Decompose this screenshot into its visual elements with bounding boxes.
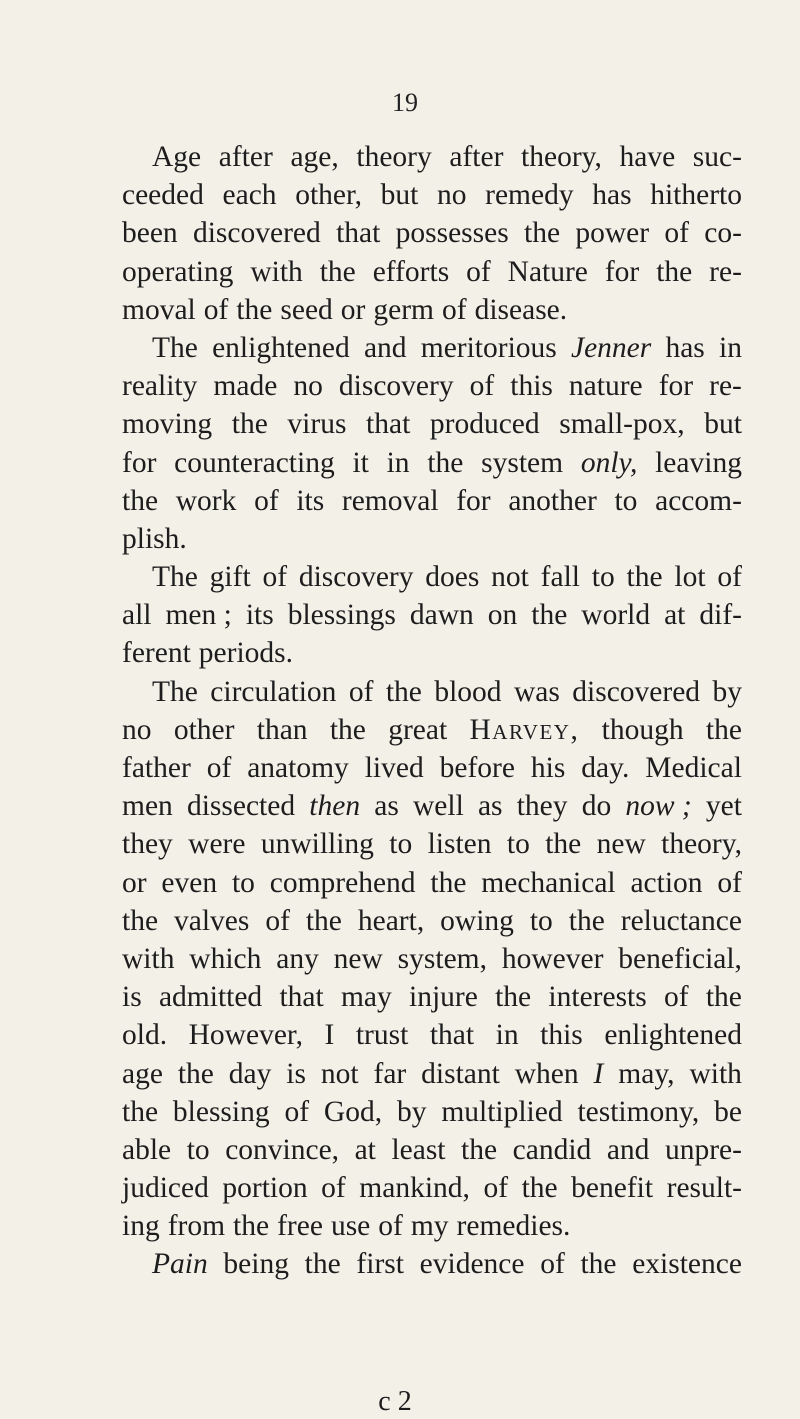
word: new	[333, 942, 383, 975]
word: testimony,	[577, 1095, 700, 1128]
word: no	[122, 713, 152, 746]
word: seed	[280, 293, 333, 326]
word: leaving	[655, 446, 742, 479]
word: theory,	[521, 141, 602, 173]
text-line	[122, 405, 742, 443]
word: old.	[122, 1019, 168, 1052]
word: The	[152, 331, 198, 364]
word: re-	[709, 370, 742, 403]
word: germ	[373, 293, 434, 326]
word: fall	[540, 561, 580, 594]
word: I	[593, 1057, 604, 1090]
word: far	[373, 1057, 407, 1090]
word: day.	[581, 752, 630, 784]
word: in	[719, 331, 742, 364]
word: use	[330, 1210, 371, 1243]
word: age	[122, 1057, 163, 1090]
word: lived	[364, 752, 424, 784]
word: after	[449, 141, 504, 173]
word: well	[413, 790, 464, 823]
word: any	[276, 942, 319, 975]
word: of	[717, 561, 742, 594]
word: system,	[397, 942, 487, 975]
word: with	[250, 255, 303, 288]
word: men ;	[165, 599, 232, 632]
word: in	[386, 446, 410, 479]
word: evidence	[419, 1248, 525, 1281]
word: to	[529, 904, 553, 937]
word: that	[429, 1019, 475, 1052]
word: with	[689, 1057, 742, 1090]
word: convince,	[225, 1133, 340, 1166]
word: each	[222, 179, 277, 212]
word: of	[664, 981, 689, 1014]
word: free	[277, 1210, 323, 1243]
word: the	[705, 981, 742, 1014]
word: anatomy	[247, 752, 349, 784]
word: were	[188, 828, 246, 861]
word: with	[122, 942, 175, 975]
word: possesses	[395, 217, 509, 250]
word: I	[324, 1019, 335, 1052]
word: Jenner	[570, 331, 652, 364]
word: benefit	[571, 1172, 654, 1205]
word: of	[206, 752, 232, 784]
word: accom-	[655, 484, 742, 517]
word: after	[218, 141, 273, 173]
word: the	[531, 599, 568, 632]
word: no	[293, 370, 323, 403]
word: other,	[295, 179, 362, 212]
text-line	[122, 1169, 742, 1207]
word: gift	[209, 561, 251, 594]
text-line	[122, 558, 742, 596]
text-line	[122, 825, 742, 863]
word: the	[705, 713, 742, 746]
word: for	[456, 484, 491, 517]
word: in	[495, 1019, 519, 1052]
text-line	[122, 1207, 742, 1245]
word: of	[469, 370, 495, 403]
word: power	[575, 217, 650, 250]
text-line	[122, 1093, 742, 1131]
word: the	[304, 1248, 341, 1281]
word: has	[665, 331, 705, 364]
word: age,	[290, 141, 339, 173]
word: moval	[122, 293, 196, 326]
word: of	[466, 255, 491, 288]
word: that	[336, 217, 381, 250]
word: theory	[356, 141, 432, 173]
word: comprehend	[269, 866, 416, 899]
word: result-	[666, 1172, 742, 1205]
word: of	[284, 1095, 310, 1128]
word: even	[161, 866, 218, 899]
word: valves	[174, 904, 250, 937]
word: father	[122, 752, 191, 784]
word: The	[152, 561, 198, 594]
word: do	[581, 790, 612, 823]
word: periods.	[198, 637, 293, 670]
word: The	[152, 675, 198, 708]
word: it	[352, 446, 369, 479]
word: work	[175, 484, 237, 517]
word: no	[436, 179, 467, 212]
word: Medical	[645, 752, 742, 784]
word: its	[296, 484, 325, 517]
word: beneficial,	[618, 942, 742, 975]
word: circulation	[210, 675, 337, 708]
text-line	[122, 444, 742, 482]
word: the	[580, 1248, 617, 1281]
word: this	[510, 370, 553, 403]
word: for	[122, 446, 157, 479]
word: is	[286, 1057, 306, 1090]
word: Age	[152, 141, 202, 173]
word: However,	[188, 1019, 303, 1052]
word: on	[487, 599, 518, 632]
text-line	[122, 787, 742, 825]
word: the	[319, 255, 356, 288]
word: to	[591, 561, 615, 594]
word: mechanical	[481, 866, 616, 899]
word: men	[122, 790, 173, 823]
word: for	[658, 370, 694, 403]
text-line	[122, 1016, 742, 1054]
word: the	[568, 904, 605, 937]
word: admitted	[158, 981, 263, 1014]
word: new	[596, 828, 646, 861]
word: enlightened	[212, 331, 350, 364]
word: plish.	[122, 522, 187, 555]
word: multiplied	[441, 1095, 563, 1128]
text-line	[122, 673, 742, 711]
word: nature	[568, 370, 643, 403]
word: than	[256, 713, 308, 746]
word: by	[712, 675, 742, 708]
word: the	[545, 828, 582, 861]
word: trust	[355, 1019, 409, 1052]
text-line	[122, 902, 742, 940]
text-line	[122, 596, 742, 634]
word: of	[717, 866, 742, 899]
word: the	[427, 446, 464, 479]
printer-signature-mark: c 2	[378, 1386, 412, 1417]
word: the	[177, 1057, 214, 1090]
word: theory,	[661, 828, 742, 861]
word: God,	[323, 1095, 383, 1128]
word: mankind,	[359, 1172, 470, 1205]
word: that	[279, 981, 324, 1014]
word: dif-	[699, 599, 742, 632]
word: for	[604, 255, 640, 288]
word: system	[481, 446, 564, 479]
word: unwilling	[260, 828, 374, 861]
word: be	[714, 1095, 742, 1128]
word: distant	[421, 1057, 500, 1090]
word: the	[385, 675, 422, 708]
word: discovered	[192, 217, 321, 250]
word: reluctance	[620, 904, 742, 937]
word: not	[491, 561, 529, 594]
word: to	[231, 866, 255, 899]
word: the	[305, 904, 342, 937]
text-line	[122, 749, 742, 787]
word: this	[540, 1019, 583, 1052]
word: re-	[709, 255, 742, 288]
text-line	[122, 978, 742, 1016]
text-line	[122, 214, 742, 252]
word: to	[389, 828, 413, 861]
word: from	[167, 1210, 226, 1243]
text-line	[122, 634, 742, 672]
word: reality	[122, 370, 198, 403]
word: my	[410, 1210, 449, 1243]
text-line	[122, 1245, 742, 1283]
word: enlightened	[604, 1019, 742, 1052]
word: its	[245, 599, 274, 632]
word: judiced	[122, 1172, 209, 1205]
word: or	[122, 866, 147, 899]
word: heart,	[357, 904, 425, 937]
word: Nature	[507, 255, 588, 288]
word: meritorious	[420, 331, 557, 364]
word: at	[664, 599, 686, 632]
word: small-pox,	[559, 408, 685, 441]
word: the	[122, 1095, 159, 1128]
word: great	[388, 713, 448, 746]
word: operating	[122, 255, 234, 288]
text-line	[122, 253, 742, 291]
text-line	[122, 138, 742, 176]
word: then	[309, 790, 361, 823]
word: of	[348, 675, 374, 708]
text-line	[122, 520, 742, 558]
word: of	[442, 293, 467, 326]
word: ing	[122, 1210, 160, 1243]
word: they	[516, 790, 568, 823]
word: other	[173, 713, 235, 746]
word: the	[122, 904, 159, 937]
text-line	[122, 1055, 742, 1093]
word: remedy	[485, 179, 574, 212]
word: and	[606, 1133, 650, 1166]
word: but	[380, 179, 419, 212]
text-line	[122, 291, 742, 329]
word: his	[530, 752, 566, 784]
word: and	[363, 331, 407, 364]
page-number: 19	[392, 88, 418, 117]
word: when	[514, 1057, 579, 1090]
word: to	[506, 828, 530, 861]
word: yet	[705, 790, 742, 823]
word: moving	[122, 408, 213, 441]
word: unpre-	[664, 1133, 742, 1166]
word: listen	[427, 828, 492, 861]
word: may,	[618, 1057, 675, 1090]
word: ceeded	[122, 179, 204, 212]
word: existence	[632, 1248, 742, 1281]
word: the	[231, 408, 268, 441]
body-text	[122, 138, 742, 1284]
word: of	[321, 1172, 346, 1205]
word: remedies.	[456, 1210, 571, 1243]
word: of	[540, 1248, 565, 1281]
word: owing	[440, 904, 514, 937]
word: of	[378, 1210, 403, 1243]
word: however	[501, 942, 604, 975]
word: the	[236, 293, 273, 326]
word: efforts	[372, 255, 450, 288]
word: portion	[222, 1172, 308, 1205]
text-line	[122, 176, 742, 214]
word: first	[356, 1248, 404, 1281]
word: the	[524, 217, 561, 250]
word: is	[122, 981, 142, 1014]
word: being	[223, 1248, 289, 1281]
word: at	[354, 1133, 376, 1166]
word: though	[601, 713, 684, 746]
word: of	[664, 217, 689, 250]
word: ferent	[122, 637, 191, 670]
word: the	[233, 1210, 270, 1243]
word: world	[581, 599, 651, 632]
word: or	[340, 293, 366, 326]
word: not	[320, 1057, 359, 1090]
word: now ;	[625, 790, 692, 823]
word: another	[508, 484, 597, 517]
text-line	[122, 367, 742, 405]
word: of	[203, 293, 229, 326]
word: the	[122, 484, 159, 517]
text-line	[122, 940, 742, 978]
word: was	[513, 675, 560, 708]
word: does	[425, 561, 480, 594]
text-line	[122, 1131, 742, 1169]
word: dissected	[186, 790, 296, 823]
word: of	[262, 561, 288, 594]
word: the	[430, 866, 467, 899]
word: blood	[434, 675, 502, 708]
word: as	[477, 790, 503, 823]
text-line	[122, 864, 742, 902]
word: discovery	[338, 370, 454, 403]
word: as	[374, 790, 399, 823]
word: has	[592, 179, 632, 212]
word: least	[391, 1133, 446, 1166]
word: dawn	[409, 599, 474, 632]
word: Pain	[152, 1248, 208, 1281]
word: the	[329, 713, 366, 746]
word: only,	[580, 446, 638, 479]
word: made	[213, 370, 278, 403]
word: the	[656, 255, 693, 288]
word: lot	[674, 561, 706, 594]
word: of	[265, 904, 290, 937]
word: disease.	[474, 293, 568, 326]
word: candid	[512, 1133, 592, 1166]
word: that	[366, 408, 411, 441]
word: the	[521, 1172, 558, 1205]
word: which	[189, 942, 262, 975]
word: of	[483, 1172, 509, 1205]
word: removal	[341, 484, 439, 517]
word: the	[461, 1133, 498, 1166]
word: may	[340, 981, 392, 1014]
text-line	[122, 711, 742, 749]
word: to	[186, 1133, 210, 1166]
text-line	[122, 329, 742, 367]
word: action	[630, 866, 703, 899]
word: discovery	[298, 561, 414, 594]
word: suc-	[692, 141, 742, 173]
word: Harvey,	[469, 713, 580, 746]
word: but	[704, 408, 742, 441]
word: interests	[548, 981, 647, 1014]
word: by	[396, 1095, 427, 1128]
word: have	[619, 141, 676, 173]
word: injure	[409, 981, 478, 1014]
word: hitherto	[650, 179, 742, 212]
word: blessings	[287, 599, 396, 632]
word: of	[254, 484, 279, 517]
word: produced	[429, 408, 540, 441]
word: to	[614, 484, 638, 517]
word: able	[122, 1133, 172, 1166]
word: discovered	[572, 675, 701, 708]
word: before	[439, 752, 515, 784]
word: the	[495, 981, 532, 1014]
word: counteracting	[174, 446, 335, 479]
word: all	[122, 599, 152, 632]
text-line	[122, 482, 742, 520]
word: been	[122, 217, 178, 250]
word: day	[228, 1057, 272, 1090]
word: blessing	[172, 1095, 270, 1128]
word: they	[122, 828, 173, 861]
word: co-	[704, 217, 742, 250]
word: virus	[287, 408, 347, 441]
word: the	[626, 561, 663, 594]
